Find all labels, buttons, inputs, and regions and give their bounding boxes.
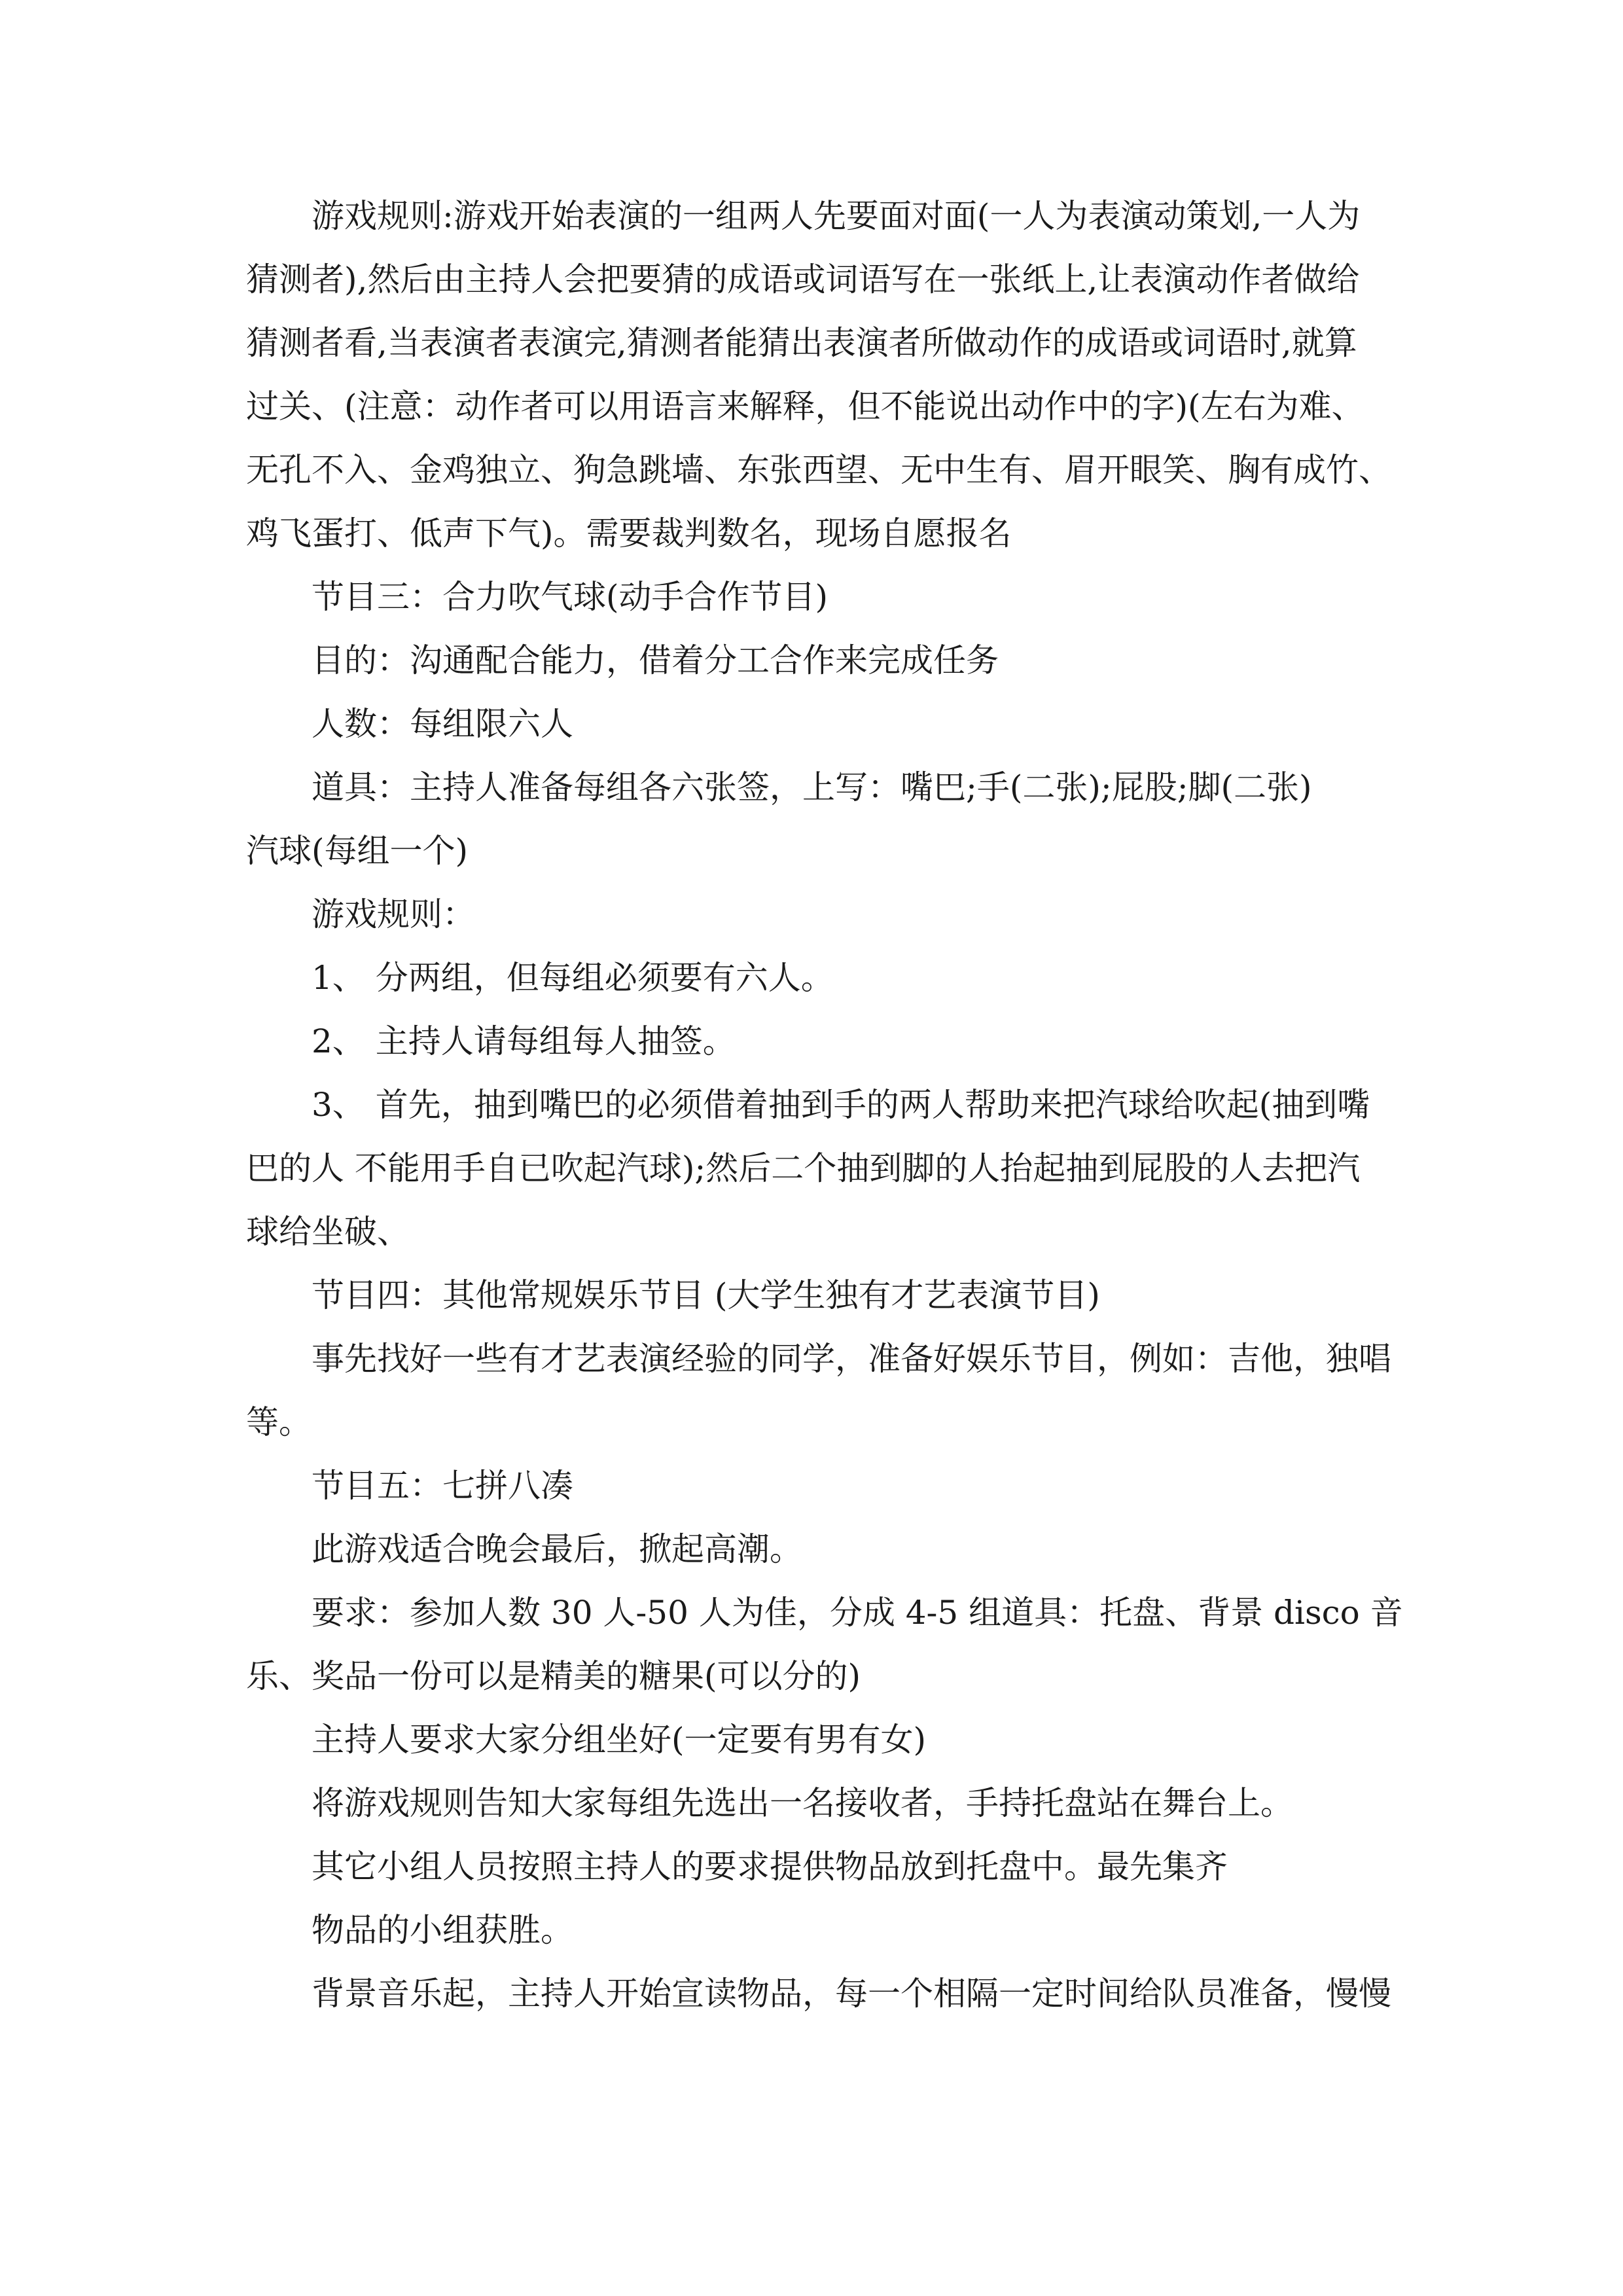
text-line: 乐、奖品一份可以是精美的糖果(可以分的) [246,1657,861,1695]
text-line: 等。 [246,1403,312,1441]
text-line: 物品的小组获胜。 [312,1911,573,1949]
section-heading: 节目三：合力吹气球(动手合作节目) [312,578,829,616]
text-line: 游戏规则:游戏开始表演的一组两人先要面对面(一人为表演动策划,一人为 [312,197,1361,235]
text-line: 目的：沟通配合能力，借着分工合作来完成任务 [312,641,999,679]
text-line: 背景音乐起，主持人开始宣读物品，每一个相隔一定时间给队员准备，慢慢 [312,1975,1391,2013]
text-line: 猜测者),然后由主持人会把要猜的成语或词语写在一张纸上,让表演动作者做给 [246,260,1360,298]
section-heading: 节目四：其他常规娱乐节目 (大学生独有才艺表演节目) [312,1276,1100,1314]
list-item: 1、 分两组，但每组必须要有六人。 [312,959,834,997]
text-line: 道具：主持人准备每组各六张签，上写：嘴巴;手(二张);屁股;脚(二张) [312,768,1312,806]
text-line: 巴的人 不能用手自已吹起汽球);然后二个抽到脚的人抬起抽到屁股的人去把汽 [246,1149,1361,1187]
text-line: 将游戏规则告知大家每组先选出一名接收者，手持托盘站在舞台上。 [312,1784,1293,1822]
text-line: 事先找好一些有才艺表演经验的同学，准备好娱乐节目，例如：吉他，独唱 [312,1340,1391,1378]
text-line: 游戏规则： [312,895,475,933]
text-line: 过关、(注意：动作者可以用语言来解释，但不能说出动作中的字)(左右为难、 [246,387,1364,425]
text-line: 无孔不入、金鸡独立、狗急跳墙、东张西望、无中生有、眉开眼笑、胸有成竹、 [246,451,1391,489]
text-line: 球给坐破、 [246,1213,410,1251]
list-item: 2、 主持人请每组每人抽签。 [312,1022,736,1060]
text-line: 要求：参加人数 30 人-50 人为佳，分成 4-5 组道具：托盘、背景 disco 音 [312,1594,1403,1632]
text-line: 此游戏适合晚会最后，掀起高潮。 [312,1530,802,1568]
text-line: 其它小组人员按照主持人的要求提供物品放到托盘中。最先集齐 [312,1848,1228,1886]
text-line: 汽球(每组一个) [246,832,469,870]
section-heading: 节目五：七拼八凑 [312,1467,573,1505]
text-line: 猜测者看,当表演者表演完,猜测者能猜出表演者所做动作的成语或词语时,就算 [246,324,1357,362]
list-item: 3、 首先，抽到嘴巴的必须借着抽到手的两人帮助来把汽球给吹起(抽到嘴 [312,1086,1370,1124]
text-line: 人数：每组限六人 [312,705,573,743]
text-line: 鸡飞蛋打、低声下气)。需要裁判数名，现场自愿报名 [246,514,1012,552]
text-line: 主持人要求大家分组坐好(一定要有男有女) [312,1721,927,1759]
